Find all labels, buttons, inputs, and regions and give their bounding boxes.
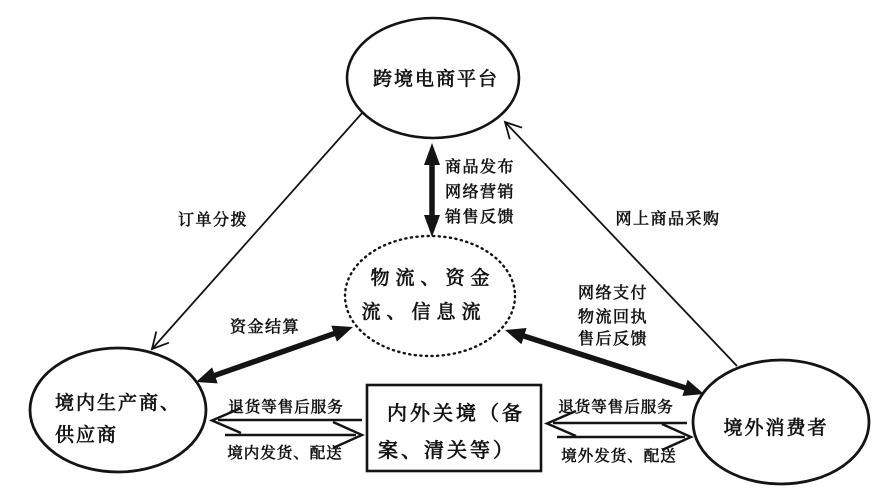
- online-purchase-label: 网上商品采购: [615, 211, 721, 228]
- producer-label-line2: 供应商: [55, 425, 119, 446]
- arrow-online-purchase-shaft: [505, 122, 737, 366]
- consumer-center-label-line2: 物流回执: [577, 309, 649, 326]
- consumer-center-label-line1: 网络支付: [577, 285, 649, 302]
- consumer-label: 境外消费者: [723, 418, 829, 439]
- platform-center-label-line3: 销售反馈: [444, 209, 516, 226]
- flow-center-label-line1: 物流、资金: [370, 268, 496, 289]
- platform-center-label-line1: 商品发布: [444, 159, 516, 176]
- customs-consumer-return-label: 退货等售后服务: [558, 399, 674, 416]
- fund-settlement-label: 资金结算: [229, 319, 301, 336]
- flow-center-label-line2: 流、信息流: [361, 302, 487, 323]
- platform-center-label-line2: 网络营销: [444, 184, 516, 201]
- platform-label: 跨境电商平台: [372, 69, 500, 90]
- arrow-fund-settlement-head-left: [196, 367, 218, 383]
- order-dispatch-label: 订单分拨: [177, 212, 249, 229]
- arrow-fund-settlement-shaft: [214, 333, 335, 375]
- producer-customs-ship-label: 境内发货、配送: [227, 445, 343, 462]
- producer-customs-return-label: 退货等售后服务: [228, 399, 344, 416]
- flow-center-dotted-ellipse: [345, 236, 515, 356]
- arrow-online-purchase: [505, 122, 737, 366]
- arrow-platform-flowcenter-head-down: [424, 215, 440, 237]
- producer-label-line1: 境内生产商、: [55, 393, 182, 414]
- customs-label-line2: 案、清关等）: [378, 440, 516, 462]
- arrow-order-dispatch: [152, 112, 363, 349]
- arrow-consumer-flowcenter-head-right: [682, 380, 704, 396]
- arrow-fund-settlement-head-right: [331, 326, 353, 342]
- arrow-consumer-flowcenter-head-left: [505, 328, 527, 344]
- arrow-platform-flowcenter-head-up: [424, 143, 440, 165]
- customs-consumer-ship-label: 境外发货、配送: [561, 448, 677, 465]
- customs-label-line1: 内外关境（备: [387, 403, 525, 425]
- arrow-order-dispatch-shaft: [152, 112, 363, 349]
- arrow-platform-flowcenter: [424, 143, 440, 237]
- consumer-center-label-line3: 售后反馈: [577, 331, 649, 348]
- arrow-customs-consumer-ship: [557, 424, 691, 450]
